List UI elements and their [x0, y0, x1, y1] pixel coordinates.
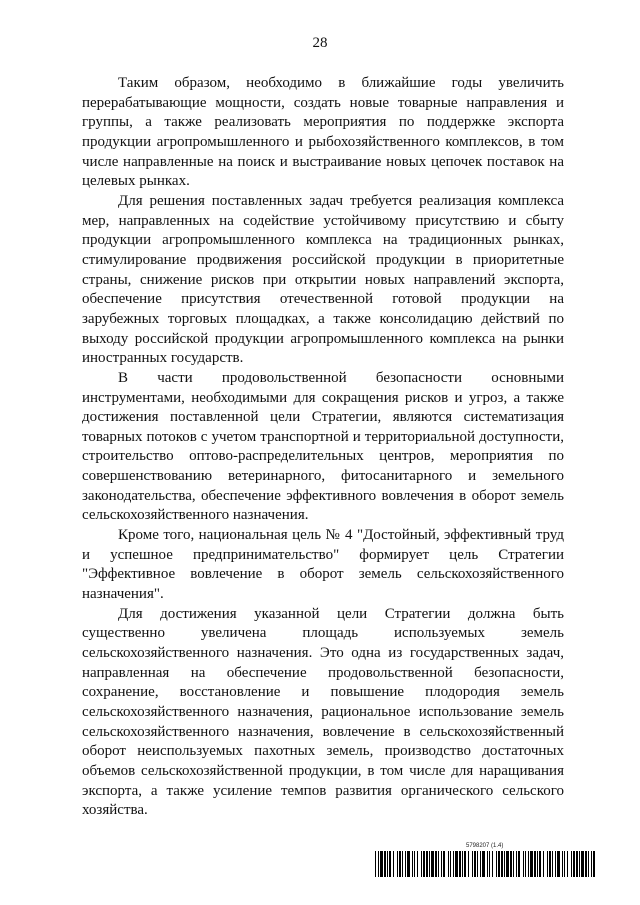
paragraph: Кроме того, национальная цель № 4 "Достойный, эффективный труд и успешное предпринимательство" формирует цель Стратегии "Эффективное вовлечение в оборот земель сельскохозяйственного назначения". — [82, 527, 564, 603]
document-code: 5798207 (1.4) — [466, 843, 504, 849]
page-number: 28 — [312, 35, 328, 51]
paragraph: В части продовольственной безопасности основными инструментами, необходимыми для сокращения рисков и угроз, а также достижения поставленной цели Стратегии, являются систематизация товарных потоков с учетом транспортной и территориальной доступности, строительство оптово-распределительных центров, мероприятия по совершенствованию ветеринарного, фитосанитарного и земельного законодательства, обеспечение эффективного вовлечения в оборот земель сельскохозяйственного назначения. — [82, 369, 564, 524]
paragraph: Для решения поставленных задач требуется реализация комплекса мер, направленных на содействие устойчивому присутствию и сбыту продукции агропромышленного комплекса на традиционных рынках, стимулирование продвижения российской продукции в приоритетные страны, снижение рисков при открытии новых направлений экспорта, обеспечение присутствия отечественной готовой продукции на зарубежных торговых площадках, а также консолидацию действий по выходу российской продукции агропромышленного комплекса на рынки иностранных государств. — [82, 192, 564, 367]
document-body — [82, 74, 564, 821]
barcode — [375, 851, 597, 877]
paragraph: Для достижения указанной цели Стратегии должна быть существенно увеличена площадь используемых земель сельскохозяйственного назначения. Это одна из государственных задач, направленная на обеспечение продовольственной безопасности, сохранение, восстановление и повышение плодородия земель сельскохозяйственного назначения, рациональное использование земель сельскохозяйственного назначения, вовлечение в сельскохозяйственный оборот неиспользуемых пахотных земель, производство достаточных объемов сельскохозяйственной продукции, в том числе для наращивания экспорта, а также усиление темпов развития органического сельского хозяйства. — [82, 605, 564, 819]
paragraph: Таким образом, необходимо в ближайшие годы увеличить перерабатывающие мощности, создать новые товарные направления и группы, а также реализовать мероприятия по поддержке экспорта продукции агропромышленного и рыбохозяйственного комплексов, в том числе направленные на поиск и выстраивание новых цепочек поставок на целевых рынках. — [82, 75, 564, 190]
